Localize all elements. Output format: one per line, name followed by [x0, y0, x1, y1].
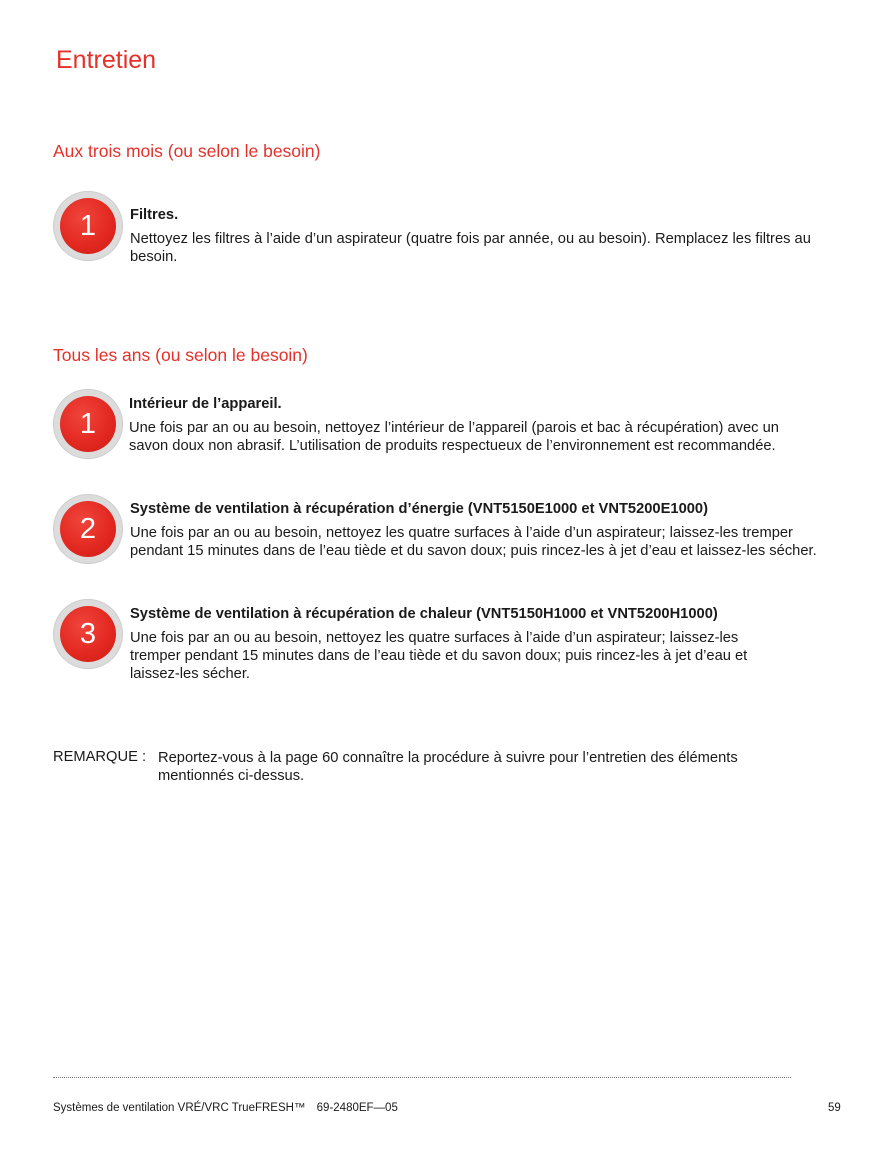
note-text: Reportez-vous à la page 60 connaître la procédure à suivre pour l’entretien des éléments mentionnés ci-dessus.	[158, 750, 738, 784]
footer-doc-number: 69-2480EF—05	[316, 1102, 398, 1114]
step-number: 2	[60, 501, 116, 557]
maintenance-item	[130, 206, 820, 266]
item-heading: Système de ventilation à récupération de chaleur (VNT5150H1000 et VNT5200H1000)	[130, 606, 718, 622]
item-text: Une fois par an ou au besoin, nettoyez les quatre surfaces à l’aide d’un aspirateur; laissez-les tremper pendant 15 minutes dans de l’eau tiède et du savon doux; puis rincez-les à jet d’eau et laissez-les sécher.	[130, 630, 748, 682]
page-number: 59	[828, 1102, 841, 1114]
maintenance-item	[130, 605, 790, 683]
item-text: Une fois par an ou au besoin, nettoyez l’intérieur de l’appareil (parois et bac à récupération) avec un savon doux non abrasif. L’utilisation de produits respectueux de l’environnement est recommandée.	[129, 420, 779, 454]
footer-doc-title: Systèmes de ventilation VRÉ/VRC TrueFRESH™	[53, 1102, 306, 1114]
item-text: Une fois par an ou au besoin, nettoyez les quatre surfaces à l’aide d’un aspirateur; laissez-les tremper pendant 15 minutes dans de l’eau tiède et du savon doux; puis rincez-les à jet d’eau et laissez-les sécher.	[130, 525, 817, 559]
step-number: 1	[60, 396, 116, 452]
item-text: Nettoyez les filtres à l’aide d’un aspirateur (quatre fois par année, ou au besoin). Remplacez les filtres au besoin.	[130, 231, 811, 265]
maintenance-item	[129, 395, 819, 455]
section-title-quarterly: Aux trois mois (ou selon le besoin)	[53, 141, 321, 161]
section-title-yearly: Tous les ans (ou selon le besoin)	[53, 345, 308, 365]
step-badge	[53, 389, 123, 459]
footer-doc-info	[53, 1102, 398, 1114]
footer-divider	[53, 1077, 791, 1078]
step-badge	[53, 191, 123, 261]
step-number: 1	[60, 198, 116, 254]
step-badge	[53, 494, 123, 564]
page-title: Entretien	[56, 46, 157, 74]
item-heading: Filtres.	[130, 207, 179, 223]
step-number: 3	[60, 606, 116, 662]
item-heading: Système de ventilation à récupération d’énergie (VNT5150E1000 et VNT5200E1000)	[130, 501, 708, 517]
note-label: REMARQUE :	[53, 749, 147, 765]
maintenance-item	[130, 500, 830, 560]
step-badge	[53, 599, 123, 669]
item-heading: Intérieur de l’appareil.	[129, 396, 282, 412]
